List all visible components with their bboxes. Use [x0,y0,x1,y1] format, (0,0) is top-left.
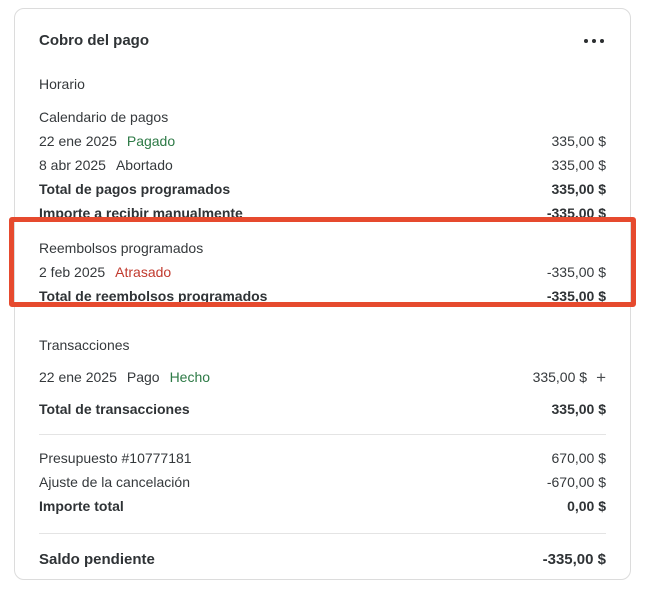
transactions-total-amount: 335,00 $ [551,401,606,417]
pending-balance-label: Saldo pendiente [39,550,155,568]
schedule-section-heading: Horario [39,76,85,92]
refund-date: 2 feb 2025 [39,264,106,280]
card-title: Cobro del pago [39,32,149,49]
refunds-total-amount: -335,00 $ [546,288,606,304]
total-amount-label: Importe total [39,498,124,514]
payment-row [39,129,606,153]
manual-receive-amount: -335,00 $ [546,205,606,221]
manual-receive-row [39,201,606,225]
payments-total-amount: 335,00 $ [551,181,606,197]
transaction-row [39,365,606,389]
budget-row [39,446,606,470]
refund-amount: -335,00 $ [546,264,606,280]
manual-receive-label: Importe a recibir manualmente [39,205,243,221]
refunds-total-row [39,284,606,308]
transaction-date: 22 ene 2025 [39,369,117,385]
refund-status-badge: Atrasado [115,264,172,280]
budget-label: Presupuesto #10777181 [39,450,192,466]
refund-row [39,260,606,284]
payment-row [39,153,606,177]
payment-calendar-heading: Calendario de pagos [39,109,169,125]
ellipsis-icon [584,39,604,43]
total-amount-value: 0,00 $ [567,498,606,514]
transactions-heading: Transacciones [39,337,130,353]
cancellation-adjustment-amount: -670,00 $ [546,474,606,490]
transaction-amount: 335,00 $ [532,369,588,385]
card-header [39,27,606,55]
divider [39,533,606,534]
cancellation-adjustment-label: Ajuste de la cancelación [39,474,190,490]
payment-status-badge: Pagado [126,133,176,149]
transactions-total-row [39,397,606,421]
budget-amount: 670,00 $ [551,450,606,466]
payment-date: 8 abr 2025 [39,157,106,173]
refunds-total-label: Total de reembolsos programados [39,288,268,304]
payment-amount: 335,00 $ [551,157,606,173]
pending-balance-amount: -335,00 $ [542,550,606,568]
payment-date: 22 ene 2025 [39,133,117,149]
payments-total-label: Total de pagos programados [39,181,231,197]
pending-balance-row [39,547,606,571]
overflow-menu-button[interactable] [582,29,606,53]
cancellation-adjustment-row [39,470,606,494]
payments-total-row [39,177,606,201]
transaction-type: Pago [126,369,160,385]
total-amount-row [39,494,606,518]
payment-collection-card [14,8,631,580]
payment-status-badge: Abortado [115,157,173,173]
transactions-total-label: Total de transacciones [39,401,190,417]
scheduled-refunds-heading: Reembolsos programados [39,240,204,256]
payment-amount: 335,00 $ [551,133,606,149]
divider [39,434,606,435]
transaction-status-badge: Hecho [169,369,211,385]
plus-icon[interactable]: + [596,367,606,387]
